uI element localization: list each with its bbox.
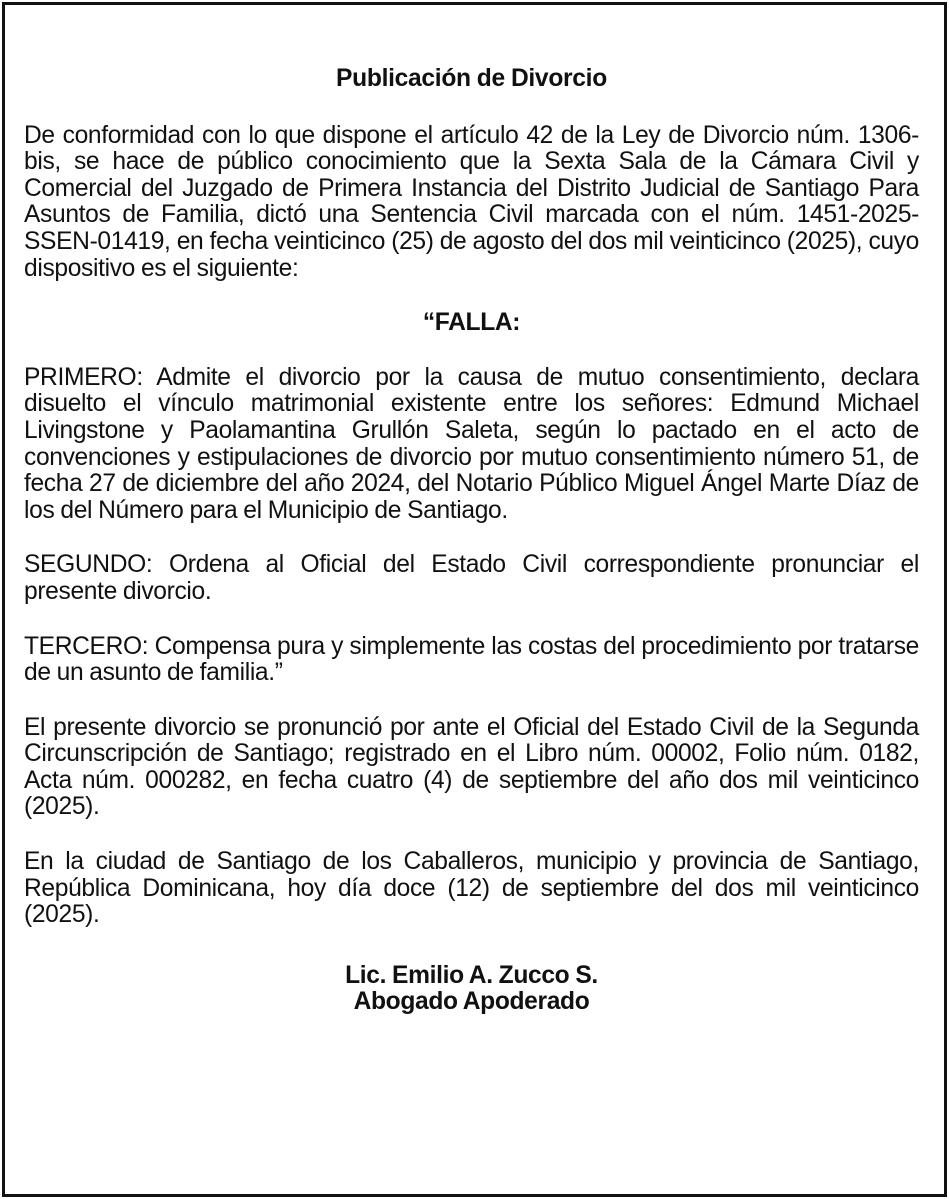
segundo-paragraph: SEGUNDO: Ordena al Oficial del Estado Civil correspondiente pronunciar el presente divorcio. xyxy=(24,551,919,605)
falla-heading: “FALLA: xyxy=(422,309,521,337)
tercero-paragraph: TERCERO: Compensa pura y simplemente las costas del procedimiento por tratarse de un asunto de familia.” xyxy=(24,632,919,687)
primero-paragraph: PRIMERO: Admite el divorcio por la causa de mutuo consentimiento, declara disuelto el vínculo matrimonial existente entre los señores: Edmund Michael Livingstone y Paolamantina Grullón Saleta, según lo pactado en el acto de convenciones y estipulaciones de divorcio por mutuo consentimiento número 51, de fecha 27 de diciembre del año 2024, del Notario Público Miguel Ángel Marte Díaz de los del Número para el Municipio de Santiago. xyxy=(24,363,919,524)
intro-paragraph: De conformidad con lo que dispone el artículo 42 de la Ley de Divorcio núm. 1306-bis, se hace de público conocimiento que la Sexta Sala de la Cámara Civil y Comercial del Juzgado de Primera Instancia del Distrito Judicial de Santiago Para Asuntos de Familia, dictó una Sentencia Civil marcada con el núm. 1451-2025-SSEN-01419, en fecha veinticinco (25) de agosto del dos mil veinticinco (2025), cuyo dispositivo es el siguiente: xyxy=(24,121,919,282)
pronouncement-paragraph: El presente divorcio se pronunció por ante el Oficial del Estado Civil de la Segunda Circunscripción de Santiago; registrado en el Libro núm. 00002, Folio núm. 0182, Acta núm. 000282, en fecha cuatro (4) de septiembre del año dos mil veinticinco (2025). xyxy=(24,713,919,821)
signer-role: Abogado Apoderado xyxy=(353,988,590,1016)
notice-content xyxy=(24,66,919,1016)
signer-name: Lic. Emilio A. Zucco S. xyxy=(345,961,598,989)
closing-paragraph: En la ciudad de Santiago de los Caballeros, municipio y provincia de Santiago, República Dominicana, hoy día doce (12) de septiembre del dos mil veinticinco (2025). xyxy=(24,848,919,929)
notice-title: Publicación de Divorcio xyxy=(336,65,607,92)
